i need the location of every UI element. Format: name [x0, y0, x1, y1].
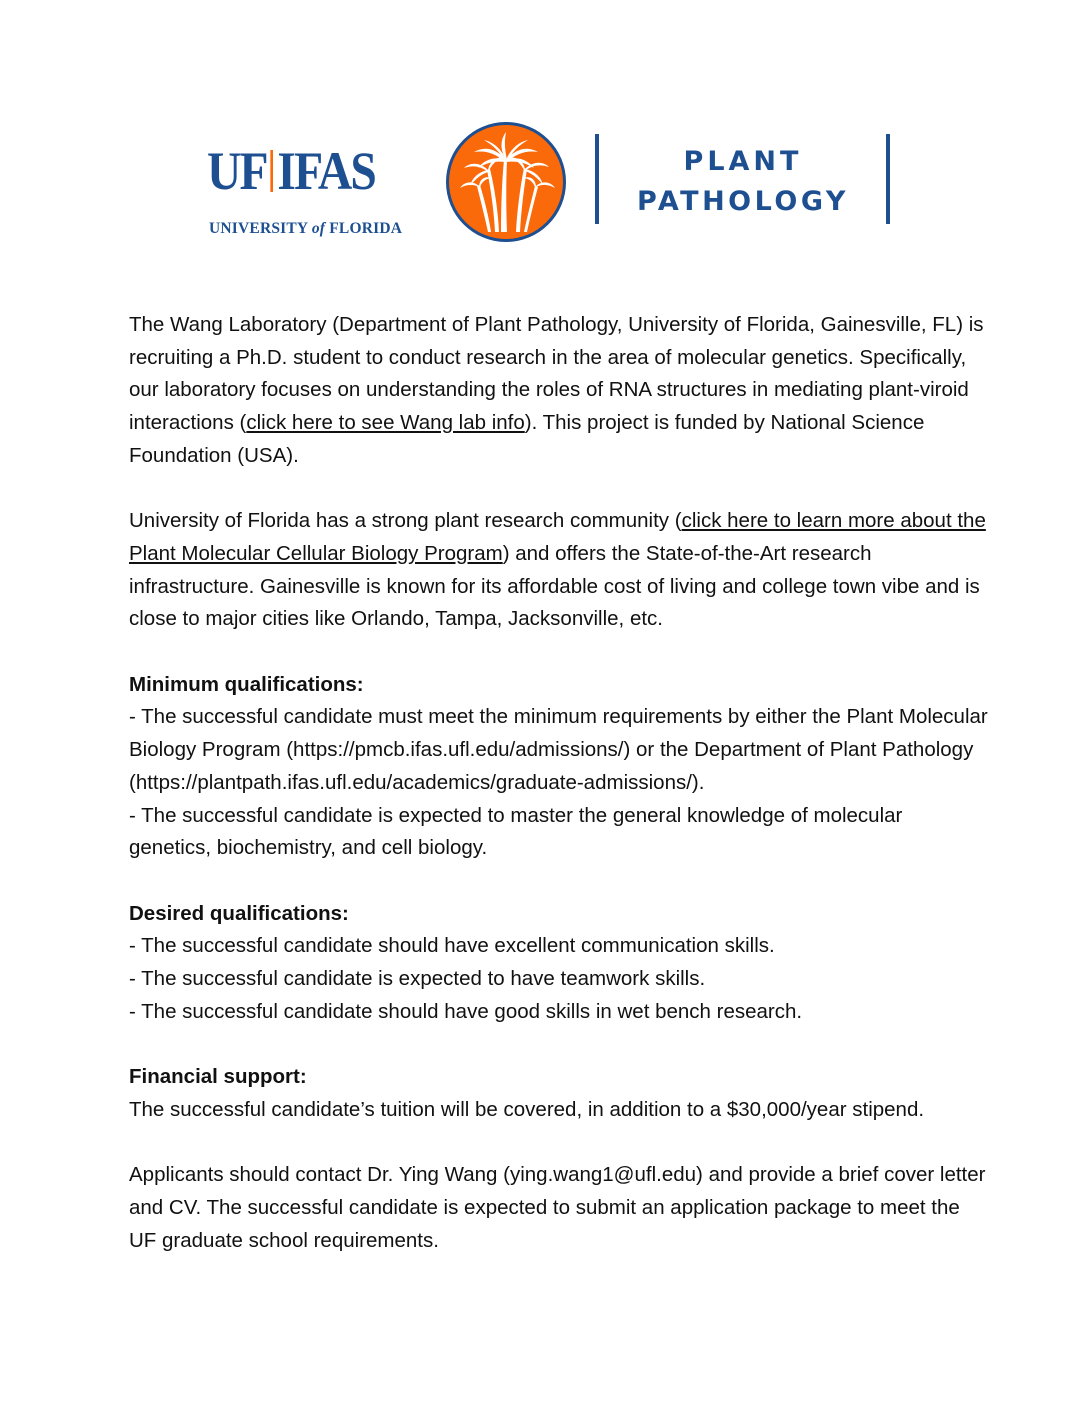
desired-qualification-item: - The successful candidate is expected to have teamwork skills.	[129, 967, 706, 991]
contact-paragraph: Applicants should contact Dr. Ying Wang (ying.wang1@ufl.edu) and provide a brief cover letter and CV. The successful candidate is expected to submit an application package to meet the UF graduate school requirements.	[129, 1163, 986, 1252]
minimum-qualification-item: - The successful candidate is expected to master the general knowledge of molecular genetics, biochemistry, and cell biology.	[129, 803, 903, 860]
logo-divider-left	[595, 134, 599, 224]
uf-ifas-wordmark	[207, 141, 376, 201]
document-body	[129, 309, 989, 1257]
ifas-wordmark-text: IFAS	[277, 141, 376, 201]
desired-qualifications-heading: Desired qualifications:	[129, 901, 349, 925]
minimum-qualification-item: - The successful candidate must meet the minimum requirements by either the Plant Molecular Biology Program (https://pmcb.ifas.ufl.edu/admissions/) or the Department of Plant Pathology (https://plantpath.ifas.ufl.edu/academics/graduate-admissions/).	[129, 705, 988, 794]
department-name-line1: PLANT	[683, 146, 803, 177]
wang-lab-info-link[interactable]: click here to see Wang lab info	[246, 411, 525, 435]
department-name	[600, 142, 886, 222]
uf-ifas-logo	[207, 141, 419, 237]
financial-support-text: The successful candidate’s tuition will be covered, in addition to a $30,000/year stipend.	[129, 1097, 925, 1121]
intro-paragraph: The Wang Laboratory (Department of Plant Pathology, University of Florida, Gainesville, FL) is recruiting a Ph.D. student to conduct research in the area of molecular genetics. Specifically, our laboratory focuses on understanding the roles of RNA structures in mediating plant-viroid interactions (click here to see Wang lab info). This project is funded by National Science Foundation (USA).	[129, 313, 984, 467]
wordmark-separator	[270, 150, 273, 192]
palm-tree-seal-icon	[444, 120, 568, 244]
department-name-line2: PATHOLOGY	[637, 186, 849, 217]
desired-qualification-item: - The successful candidate should have good skills in wet bench research.	[129, 999, 803, 1023]
community-paragraph: University of Florida has a strong plant research community (click here to learn more about the Plant Molecular Cellular Biology Program) and offers the State-of-the-Art research infrastructure. Gainesville is known for its affordable cost of living and college town vibe and is close to major cities like Orlando, Tampa, Jacksonville, etc.	[129, 509, 986, 631]
financial-support-heading: Financial support:	[129, 1065, 307, 1089]
uf-wordmark-text: UF	[207, 141, 267, 201]
university-of-florida-subtitle: UNIVERSITY of FLORIDA	[209, 220, 403, 237]
logo-divider-right	[886, 134, 890, 224]
header-logo-row	[0, 118, 1080, 246]
minimum-qualifications-heading: Minimum qualifications:	[129, 672, 364, 696]
pmcb-program-link[interactable]: click here to learn more about the Plant Molecular Cellular Biology Program	[129, 509, 986, 565]
desired-qualification-item: - The successful candidate should have excellent communication skills.	[129, 934, 775, 958]
